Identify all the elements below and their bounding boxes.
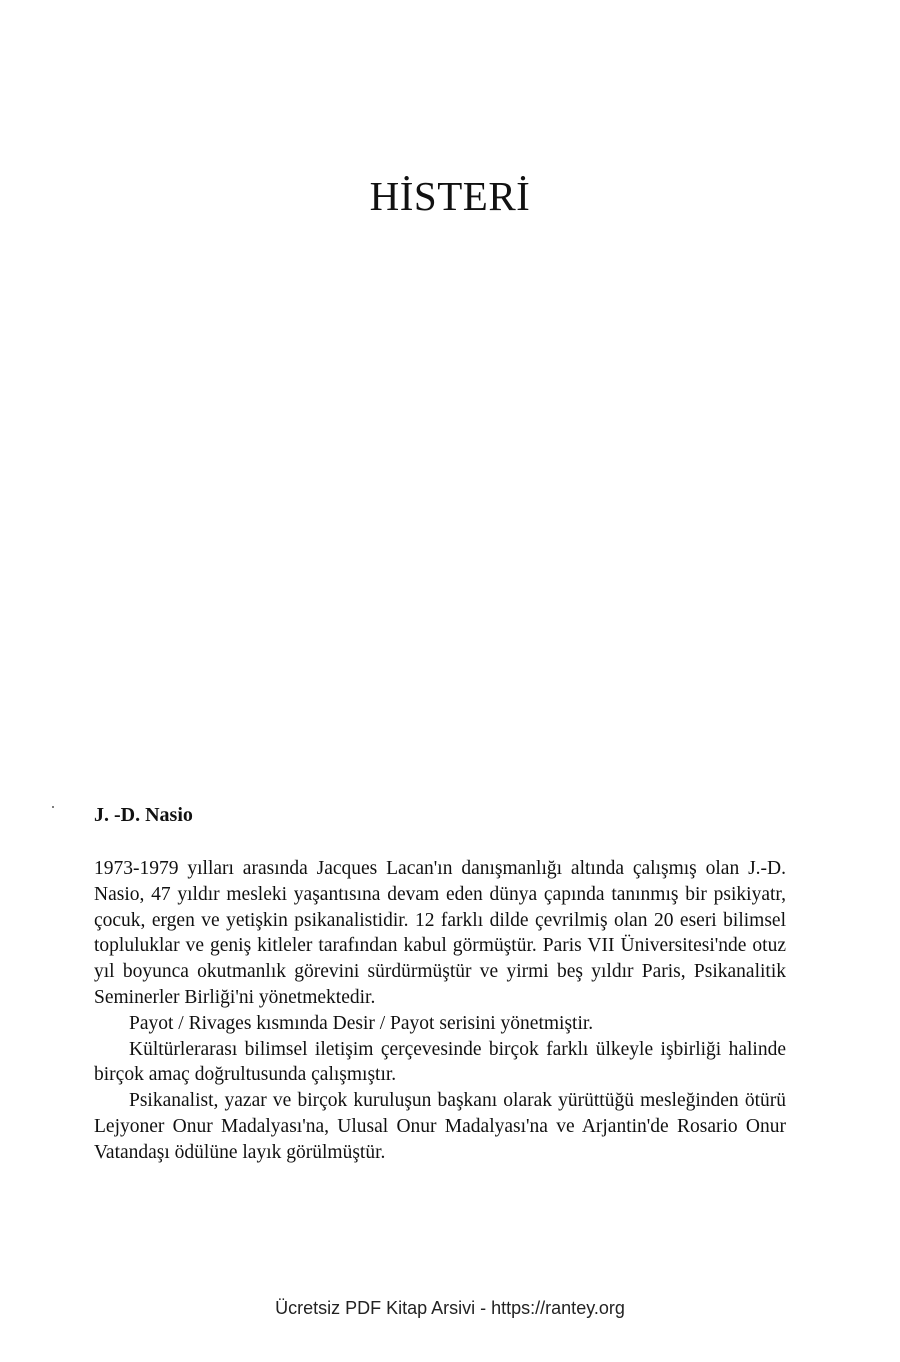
bio-paragraph: Payot / Rivages kısmında Desir / Payot serisini yönetmiştir.: [129, 1012, 594, 1034]
author-biography: [94, 856, 786, 1166]
page-title: HİSTERİ: [369, 173, 531, 219]
scan-speck: [52, 806, 54, 808]
bio-paragraph: Psikanalist, yazar ve birçok kuruluşun başkanı olarak yürüttüğü mesleğinden ötürü Lejyoner Onur Madalyası'na, Ulusal Onur Madalyası'na ve Arjantin'de Rosario Onur Vatandaşı ödülüne layık görülmüştür.: [94, 1090, 786, 1163]
bio-paragraph: 1973-1979 yılları arasında Jacques Lacan'ın danışmanlığı altında çalışmış olan J.-D. Nasio, 47 yıldır mesleki yaşantısına devam eden dünya çapında tanınmış bir psikiyatr, çocuk, ergen ve yetişkin psikanalistidir. 12 farklı dilde çevrilmiş olan 20 eseri bilimsel topluluklar ve geniş kitleler tarafından kabul görmüştür. Paris VII Üniversitesi'nde otuz yıl boyunca okutmanlık görevini sürdürmüştür ve yirmi beş yıldır Paris, Psikanalitik Seminerler Birliği'ni yönetmektedir.: [94, 858, 786, 1008]
footer-watermark-text: Ücretsiz PDF Kitap Arsivi - https://rantey.org: [275, 1298, 625, 1318]
author-name: J. -D. Nasio: [94, 804, 193, 826]
bio-paragraph: Kültürlerarası bilimsel iletişim çerçevesinde birçok farklı ülkeyle işbirliği halinde birçok amaç doğrultusunda çalışmıştır.: [94, 1038, 786, 1086]
